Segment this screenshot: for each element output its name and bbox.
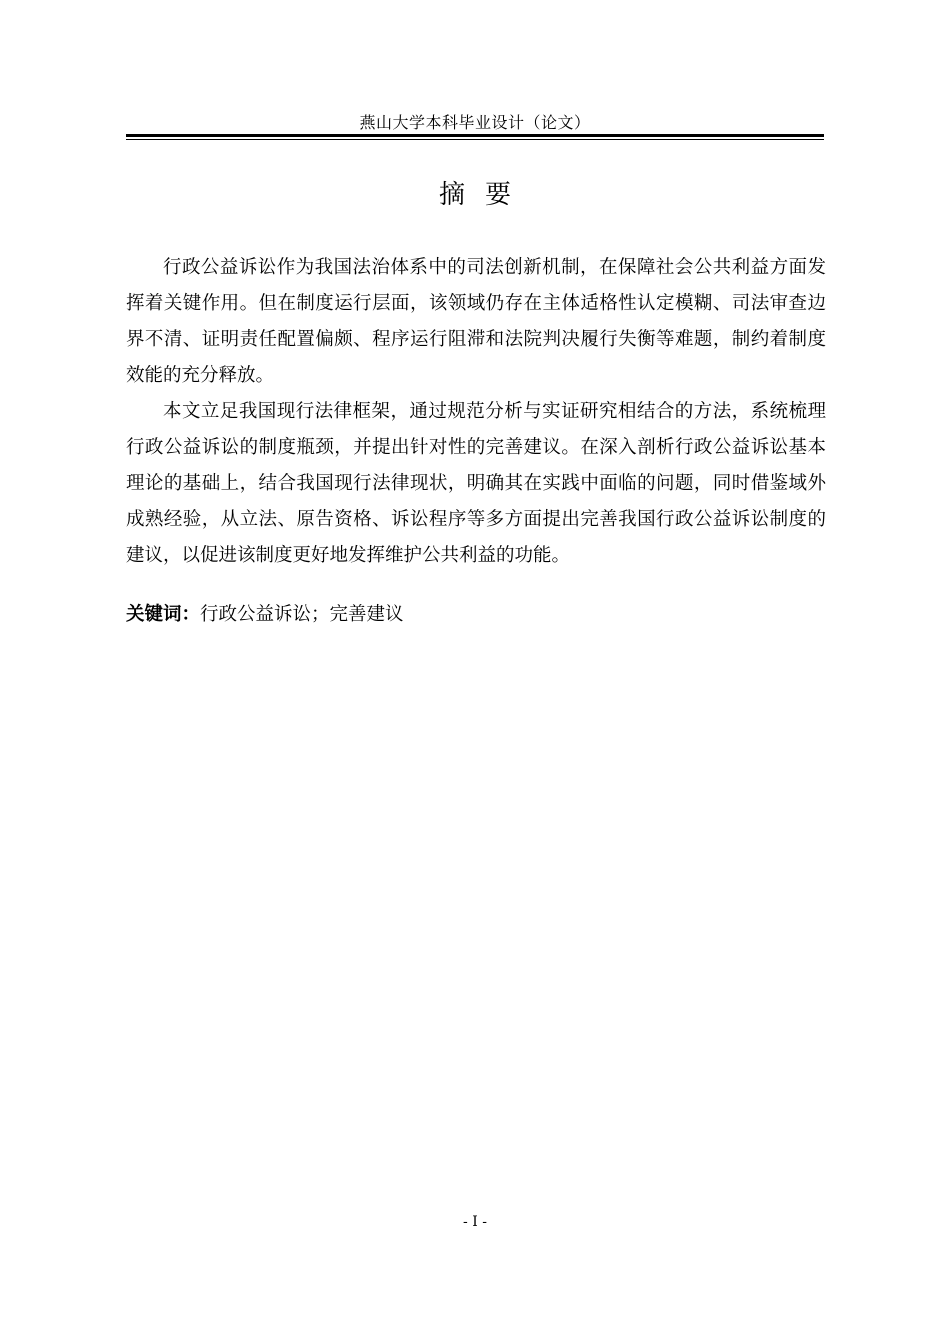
abstract-paragraph: 行政公益诉讼作为我国法治体系中的司法创新机制，在保障社会公共利益方面发挥着关键作用。但在制度运行层面，该领域仍存在主体适格性认定模糊、司法审查边界不清、证明责任配置偏颇、程序运行阻滞和法院判决履行失衡等难题，制约着制度效能的充分释放。 bbox=[126, 257, 826, 386]
header-rule-thin bbox=[126, 139, 824, 140]
running-header: 燕山大学本科毕业设计（论文） bbox=[359, 113, 591, 132]
keywords-label: 关键词： bbox=[126, 604, 201, 625]
keywords-value: 行政公益诉讼；完善建议 bbox=[200, 604, 404, 625]
keywords-line bbox=[126, 602, 824, 628]
abstract-paragraph: 本文立足我国现行法律框架，通过规范分析与实证研究相结合的方法，系统梳理行政公益诉讼的制度瓶颈，并提出针对性的完善建议。在深入剖析行政公益诉讼基本理论的基础上，结合我国现行法律现状，明确其在实践中面临的问题，同时借鉴域外成熟经验，从立法、原告资格、诉讼程序等多方面提出完善我国行政公益诉讼制度的建议，以促进该制度更好地发挥维护公共利益的功能。 bbox=[126, 401, 826, 566]
abstract-body bbox=[126, 250, 826, 574]
page-number: - I - bbox=[463, 1214, 487, 1230]
header-rule-thick bbox=[126, 134, 824, 137]
abstract-title: 摘要 bbox=[438, 180, 531, 210]
